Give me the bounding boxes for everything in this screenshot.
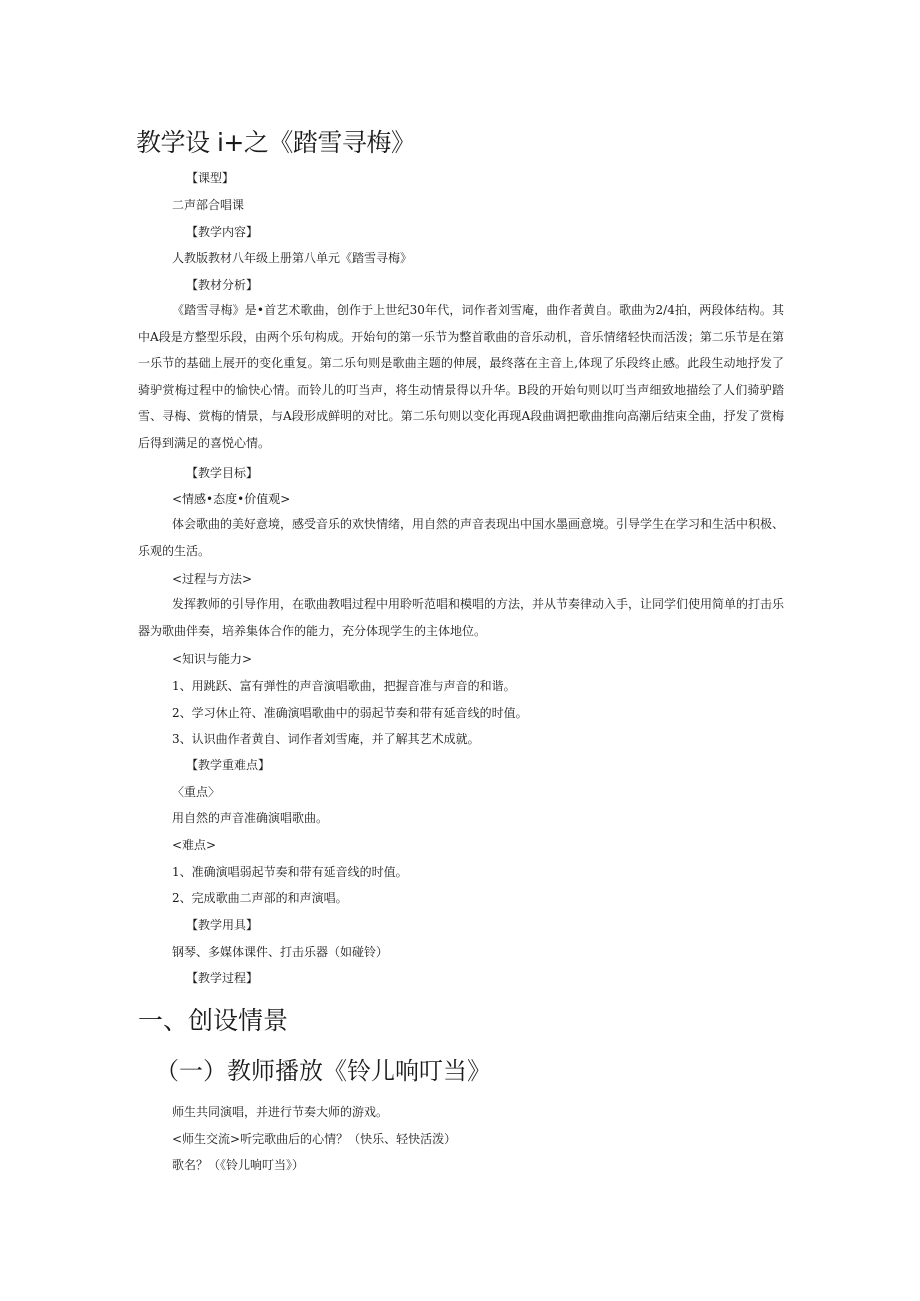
subheading-process: <过程与方法> [172,572,253,586]
analysis-paragraph: 《踏雪寻梅》是•首艺术歌曲，创作于上世纪30年代，词作者刘雪庵，曲作者黄自。歌曲为2/4拍，两段体结构。其中A段是方整型乐段，由两个乐句构成。开始句的第一乐节为整首歌曲的音乐动机，音乐情绪轻快而活泼；第二乐节是在第一乐节的基础上展开的变化重复。第二乐句则是歌曲主题的伸展，最终落在主音上,体现了乐段终止感。此段生动地抒发了骑驴赏梅过程中的愉快心情。而铃儿的叮当声，将生动情景得以升华。B段的开始句则以叮当声细致地描绘了人们骑驴踏雪、寻梅、赏梅的情景，与A段形成鲜明的对比。第二乐句则以变化再现A段曲调把歌曲推向高潮后结束全曲，抒发了赏梅后得到满足的喜悦心情。 [138,303,784,450]
section-heading-tools: 【教学用具】 [186,918,259,932]
subheading-emotion: <情感•态度•价值观> [172,492,291,506]
closing-line-2: <师生交流>听完歌曲后的心情？（快乐、轻快活泼） [172,1132,457,1146]
document-title: 教学设 i+之《踏雪寻梅》 [136,128,416,157]
process-paragraph: 发挥教师的引导作用，在歌曲教唱过程中用聆听范唱和模唱的方法，并从节奏律动入手，让同学们使用简单的打击乐器为歌曲伴奏，培养集体合作的能力，充分体现学生的主体地位。 [138,597,785,638]
content-text: 人教版教材八年级上册第八单元《踏雪寻梅》 [172,251,413,265]
section-heading-procedure: 【教学过程】 [186,971,259,985]
skill-item-1: 1、用跳跃、富有弹性的声音演唱歌曲，把握音准与声音的和谐。 [172,679,516,693]
closing-line-3: 歌名？（《铃儿响叮当》） [172,1158,305,1172]
skill-item-2: 2、学习休止符、准确演唱歌曲中的弱起节奏和带有延音线的时值。 [172,706,528,720]
section-heading-analysis: 【教材分析】 [186,278,259,292]
heading-teacher-plays: （一）教师播放《铃儿响叮当》 [155,1057,491,1085]
lesson-type-text: 二声部合唱课 [172,198,245,212]
skill-item-3: 3、认识曲作者黄自、词作者刘雪庵，并了解其艺术成就。 [172,732,480,746]
emotion-paragraph: 体会歌曲的美好意境，感受音乐的欢快情绪，用自然的声音表现出中国水墨画意境。引导学生在学习和生活中积极、乐观的生活。 [138,517,785,558]
subheading-focus: 〈重点〉 [172,785,221,799]
section-heading-lesson-type: 【课型】 [186,171,235,185]
subheading-difficulty: <难点> [172,838,217,852]
focus-text: 用自然的声音准确演唱歌曲。 [172,811,329,825]
subheading-skill: <知识与能力> [172,652,253,666]
section-heading-keypoints: 【教学重难点】 [186,758,271,772]
heading-create-scene: 一、创设情景 [138,1006,289,1035]
difficulty-item-2: 2、完成歌曲二声部的和声演唱。 [172,891,348,905]
section-heading-goals: 【教学目标】 [186,466,259,480]
tools-text: 钢琴、多媒体课件、打击乐器（如碰铃） [172,945,389,959]
difficulty-item-1: 1、准确演唱弱起节奏和带有延音线的时值。 [172,865,408,879]
closing-line-1: 师生共同演唱，并进行节奏大师的游戏。 [172,1105,389,1119]
section-heading-content: 【教学内容】 [186,225,259,239]
